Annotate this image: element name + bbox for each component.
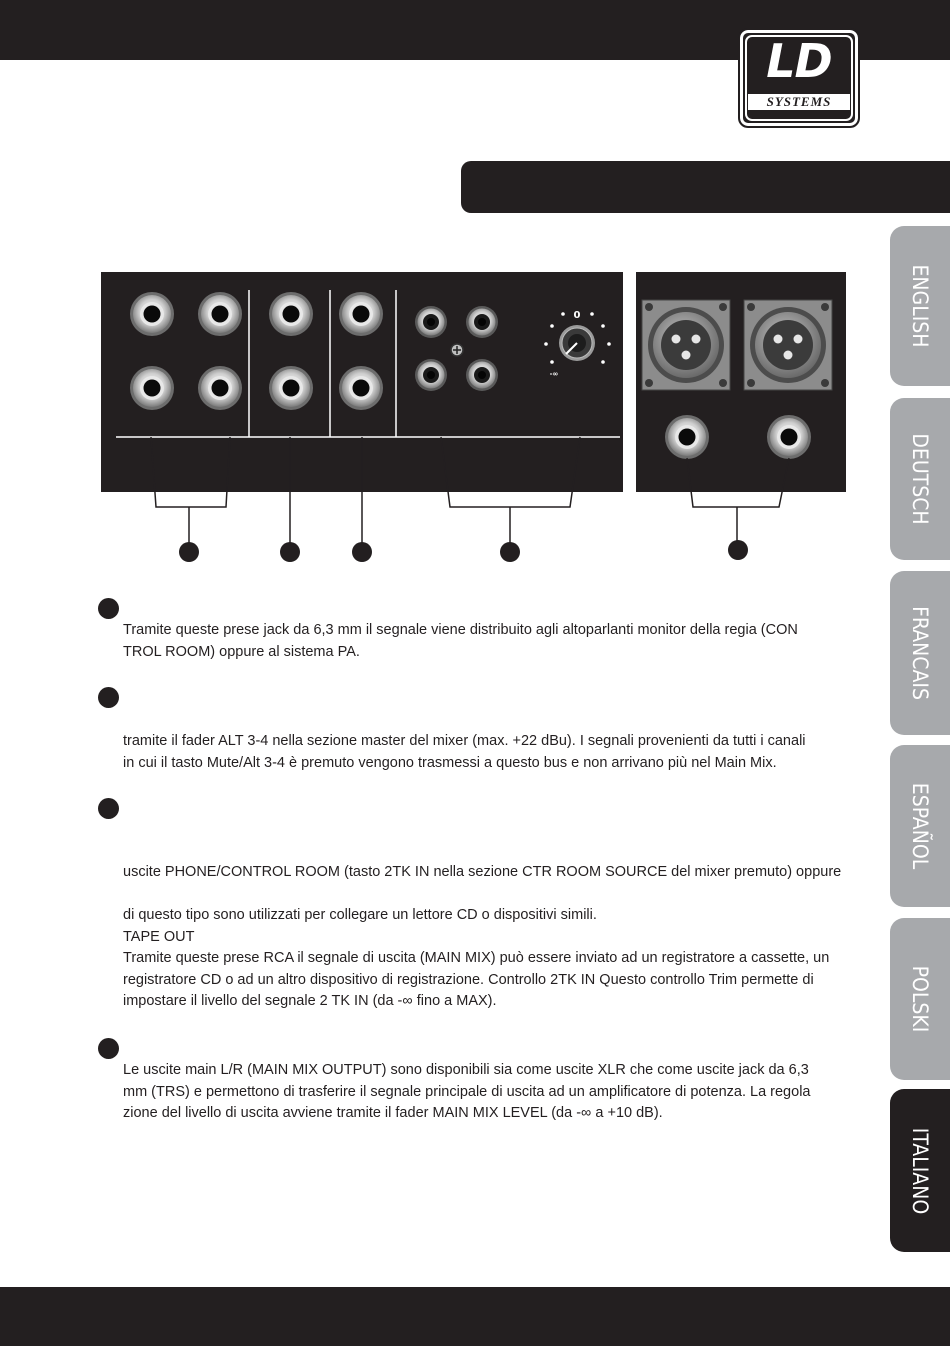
- control-room-jack: [130, 366, 174, 410]
- rca-tape-out: [466, 359, 498, 391]
- tab-polski[interactable]: [890, 918, 950, 1080]
- send-jack: [339, 366, 383, 410]
- section-3-line-2: di questo tipo sono utilizzati per collegare un lettore CD o dispositivi simili.: [123, 907, 597, 923]
- send-jack: [339, 292, 383, 336]
- main-out-jack-right: [767, 415, 811, 459]
- control-room-jack: [130, 292, 174, 336]
- bottom-footer-bar: [0, 1287, 950, 1346]
- section-1-line-1: Tramite queste prese jack da 6,3 mm il segnale viene distribuito agli altoparlanti monitor della regia (CON: [123, 622, 798, 638]
- control-room-jack: [198, 366, 242, 410]
- tab-italiano[interactable]: [890, 1089, 950, 1252]
- alt-out-jack: [269, 366, 313, 410]
- section-1-marker: [98, 598, 119, 619]
- rca-2tk-in: [466, 306, 498, 338]
- main-out-jack-left: [665, 415, 709, 459]
- section-2-line-1: tramite il fader ALT 3-4 nella sezione master del mixer (max. +22 dBu). I segnali provenienti da tutti i canali: [123, 733, 806, 749]
- knob-min-label: -∞: [549, 370, 559, 378]
- section-4-line-1: Le uscite main L/R (MAIN MIX OUTPUT) sono disponibili sia come uscite XLR che come uscite jack da 6,3: [123, 1062, 809, 1078]
- control-room-jack: [198, 292, 242, 336]
- xlr-main-out-left: [642, 300, 730, 390]
- callout-marker: [352, 542, 372, 562]
- callout-marker: [728, 540, 748, 560]
- tab-italiano-label: ITALIANO: [908, 1127, 932, 1214]
- callout-marker: [179, 542, 199, 562]
- section-3-text: [123, 862, 858, 1013]
- section-2-line-2: in cui il tasto Mute/Alt 3-4 è premuto vengono trasmessi a questo bus e non arrivano più nel Main Mix.: [123, 754, 777, 771]
- section-2-marker: [98, 687, 119, 708]
- logo-main-text: LD: [766, 34, 832, 88]
- alt-out-jack: [269, 292, 313, 336]
- rear-panel-diagram: [0, 0, 950, 600]
- xlr-main-out-right: [744, 300, 832, 390]
- section-3-marker: [98, 798, 119, 819]
- rca-tape-out: [415, 359, 447, 391]
- tab-espanol-label: ESPAÑOL: [908, 782, 932, 870]
- section-4-text: [123, 1060, 858, 1125]
- section-3-line-6: impostare il livello del segnale 2 TK IN (da -∞ fino a MAX).: [123, 993, 497, 1009]
- tab-francais-label: FRANCAIS: [908, 606, 932, 700]
- section-4-line-3: zione del livello di uscita avviene tramite il fader MAIN MIX LEVEL (da -∞ a +10 dB).: [123, 1105, 663, 1121]
- rca-2tk-in: [415, 306, 447, 338]
- section-4-line-2: mm (TRS) e permettono di trasferire il segnale principale di uscita ad un amplificatore di potenza. La regola: [123, 1083, 811, 1100]
- section-3-line-4: Tramite queste prese RCA il segnale di uscita (MAIN MIX) può essere inviato ad un registratore a cassette, un: [123, 950, 830, 966]
- section-3-line-1: uscite PHONE/CONTROL ROOM (tasto 2TK IN nella sezione CTR ROOM SOURCE del mixer premuto) oppure: [123, 864, 842, 880]
- tab-english-label: ENGLISH: [908, 264, 932, 348]
- section-2-text: [123, 731, 858, 774]
- callout-marker: [280, 542, 300, 562]
- section-4-marker: [98, 1038, 119, 1059]
- logo-sub-text: SYSTEMS: [748, 94, 850, 110]
- tab-polski-label: POLSKI: [908, 965, 932, 1033]
- callout-marker: [500, 542, 520, 562]
- section-1-line-2: TROL ROOM) oppure al sistema PA.: [123, 643, 360, 660]
- tab-deutsch-label: DEUTSCH: [908, 433, 932, 525]
- section-3-line-3: TAPE OUT: [123, 928, 195, 945]
- tab-espanol[interactable]: [890, 745, 950, 907]
- section-3-line-5: registratore CD o ad un altro dispositivo di registrazione. Controllo 2TK IN Questo controllo Trim permette di: [123, 971, 814, 988]
- knob-zero-label: 0: [573, 310, 581, 321]
- section-1-text: [123, 620, 858, 663]
